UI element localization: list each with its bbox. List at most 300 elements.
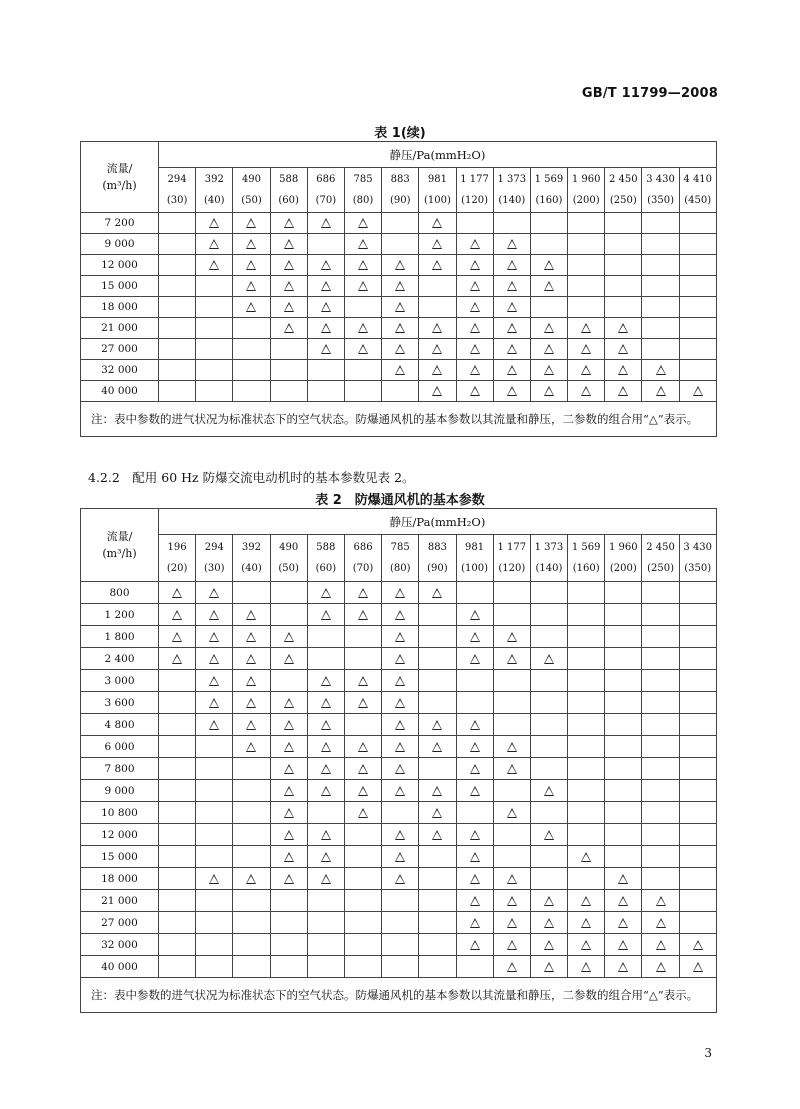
table-cell xyxy=(530,234,567,255)
triangle-mark xyxy=(209,239,219,249)
triangle-mark xyxy=(507,239,517,249)
triangle-mark xyxy=(358,323,368,333)
triangle-mark xyxy=(321,764,331,774)
table-cell xyxy=(270,648,307,670)
table-cell xyxy=(419,758,456,780)
triangle-mark xyxy=(470,896,480,906)
triangle-mark xyxy=(395,588,405,598)
table-cell xyxy=(382,890,419,912)
table2 xyxy=(80,508,717,1013)
pressure-mmh2o: (50) xyxy=(278,563,299,574)
triangle-mark xyxy=(284,742,294,752)
table-cell xyxy=(270,213,307,234)
table-row xyxy=(81,339,717,360)
flow-header-line: 流量/ xyxy=(106,162,133,175)
triangle-mark xyxy=(321,344,331,354)
table-cell xyxy=(159,234,196,255)
static-pressure-header: 静压/Pa(mmH₂O) xyxy=(159,142,717,168)
triangle-mark xyxy=(432,239,442,249)
pressure-pa: 392 xyxy=(204,174,224,185)
triangle-mark xyxy=(284,786,294,796)
triangle-mark xyxy=(432,742,442,752)
triangle-mark xyxy=(395,654,405,664)
note-row xyxy=(81,978,717,1013)
pressure-column-header xyxy=(493,168,530,213)
table-cell xyxy=(159,692,196,714)
table-cell xyxy=(568,255,605,276)
table-cell xyxy=(344,626,381,648)
table-cell xyxy=(493,381,530,402)
triangle-mark xyxy=(470,610,480,620)
table-cell xyxy=(159,648,196,670)
table-cell xyxy=(307,934,344,956)
table-cell xyxy=(679,255,716,276)
table-cell xyxy=(196,890,233,912)
triangle-mark xyxy=(656,896,666,906)
table-cell xyxy=(382,736,419,758)
table-cell xyxy=(159,758,196,780)
table-cell xyxy=(605,626,642,648)
triangle-mark xyxy=(284,218,294,228)
table-cell xyxy=(530,912,567,934)
table-cell xyxy=(605,802,642,824)
table-cell xyxy=(159,714,196,736)
table-cell xyxy=(493,780,530,802)
table-cell xyxy=(196,692,233,714)
triangle-mark xyxy=(321,323,331,333)
table-cell xyxy=(382,604,419,626)
table-cell xyxy=(605,255,642,276)
triangle-mark xyxy=(544,323,554,333)
pressure-column-header xyxy=(307,168,344,213)
triangle-mark xyxy=(284,239,294,249)
table-cell xyxy=(642,824,679,846)
triangle-mark xyxy=(246,302,256,312)
table-cell xyxy=(419,276,456,297)
table-cell xyxy=(159,670,196,692)
triangle-mark xyxy=(470,918,480,928)
table-cell xyxy=(382,626,419,648)
table-cell xyxy=(530,846,567,868)
pressure-mmh2o: (140) xyxy=(498,195,526,206)
triangle-mark xyxy=(544,896,554,906)
table-cell xyxy=(159,318,196,339)
pressure-mmh2o: (250) xyxy=(647,563,674,574)
table-cell xyxy=(344,213,381,234)
triangle-mark xyxy=(507,742,517,752)
pressure-pa: 1 960 xyxy=(571,174,601,185)
table-cell xyxy=(419,736,456,758)
table-cell xyxy=(642,670,679,692)
table-cell xyxy=(419,648,456,670)
table-cell xyxy=(605,824,642,846)
table-cell xyxy=(233,670,270,692)
table-cell xyxy=(419,868,456,890)
pressure-pa: 1 569 xyxy=(571,542,601,553)
table-cell xyxy=(493,276,530,297)
table-cell xyxy=(456,604,493,626)
table-cell xyxy=(456,339,493,360)
pressure-pa: 785 xyxy=(390,542,410,553)
table-cell xyxy=(419,714,456,736)
triangle-mark xyxy=(172,588,182,598)
flow-value: 3 600 xyxy=(81,692,159,714)
table-cell xyxy=(344,780,381,802)
pressure-column-header xyxy=(642,535,679,582)
triangle-mark xyxy=(618,918,628,928)
triangle-mark xyxy=(544,260,554,270)
triangle-mark xyxy=(581,344,591,354)
flow-value: 12 000 xyxy=(81,255,159,276)
triangle-mark xyxy=(544,654,554,664)
table-cell xyxy=(382,802,419,824)
table-cell xyxy=(344,714,381,736)
table-cell xyxy=(530,824,567,846)
table-cell xyxy=(679,824,716,846)
table-cell xyxy=(307,670,344,692)
pressure-column-header xyxy=(568,168,605,213)
table-cell xyxy=(419,339,456,360)
table-cell xyxy=(307,360,344,381)
triangle-mark xyxy=(432,830,442,840)
pressure-column-header xyxy=(159,168,196,213)
table-cell xyxy=(605,714,642,736)
triangle-mark xyxy=(358,764,368,774)
triangle-mark xyxy=(507,386,517,396)
triangle-mark xyxy=(544,918,554,928)
table-cell xyxy=(605,736,642,758)
table-cell xyxy=(307,213,344,234)
triangle-mark xyxy=(209,588,219,598)
table-cell xyxy=(605,692,642,714)
table-cell xyxy=(419,360,456,381)
table-cell xyxy=(159,802,196,824)
triangle-mark xyxy=(656,365,666,375)
flow-value: 15 000 xyxy=(81,846,159,868)
triangle-mark xyxy=(581,323,591,333)
pressure-pa: 785 xyxy=(353,174,373,185)
pressure-column-header xyxy=(270,535,307,582)
pressure-mmh2o: (60) xyxy=(315,563,337,574)
header-row xyxy=(81,142,717,168)
table-cell xyxy=(307,626,344,648)
table-cell xyxy=(159,824,196,846)
triangle-mark xyxy=(544,830,554,840)
table-cell xyxy=(493,846,530,868)
table-cell xyxy=(307,582,344,604)
triangle-mark xyxy=(507,654,517,664)
triangle-mark xyxy=(544,786,554,796)
table-cell xyxy=(568,780,605,802)
table-cell xyxy=(270,582,307,604)
table-cell xyxy=(493,255,530,276)
pressure-pa: 3 430 xyxy=(683,542,713,553)
table-cell xyxy=(605,276,642,297)
table-cell xyxy=(605,339,642,360)
triangle-mark xyxy=(321,830,331,840)
table-cell xyxy=(605,670,642,692)
table-cell xyxy=(530,736,567,758)
table-cell xyxy=(382,934,419,956)
flow-value: 32 000 xyxy=(81,360,159,381)
triangle-mark xyxy=(656,940,666,950)
pressure-column-header xyxy=(530,535,567,582)
triangle-mark xyxy=(581,962,591,972)
pressure-pa: 1 960 xyxy=(609,542,638,553)
triangle-mark xyxy=(246,260,256,270)
table-cell xyxy=(642,868,679,890)
triangle-mark xyxy=(470,830,480,840)
table-cell xyxy=(568,213,605,234)
triangle-mark xyxy=(470,302,480,312)
triangle-mark xyxy=(395,281,405,291)
table-row xyxy=(81,648,717,670)
triangle-mark xyxy=(284,654,294,664)
triangle-mark xyxy=(358,260,368,270)
flow-value: 2 400 xyxy=(81,648,159,670)
table-cell xyxy=(456,318,493,339)
pressure-column-header xyxy=(233,168,270,213)
triangle-mark xyxy=(507,896,517,906)
triangle-mark xyxy=(432,786,442,796)
pressure-values-row xyxy=(81,168,717,213)
triangle-mark xyxy=(395,632,405,642)
pressure-mmh2o: (80) xyxy=(389,563,411,574)
table-cell xyxy=(456,255,493,276)
table-cell xyxy=(159,339,196,360)
table-cell xyxy=(344,758,381,780)
triangle-mark xyxy=(284,720,294,730)
table-cell xyxy=(233,276,270,297)
table-cell xyxy=(456,234,493,255)
triangle-mark xyxy=(209,720,219,730)
table-row xyxy=(81,626,717,648)
flow-header-line: 流量/ xyxy=(106,530,133,543)
triangle-mark xyxy=(246,632,256,642)
table-cell xyxy=(196,956,233,978)
table-cell xyxy=(456,934,493,956)
triangle-mark xyxy=(284,830,294,840)
triangle-mark xyxy=(395,764,405,774)
table2-caption: 表 2 防爆通风机的基本参数 xyxy=(315,493,485,508)
pressure-pa: 1 177 xyxy=(460,174,489,185)
table-cell xyxy=(382,956,419,978)
table-cell xyxy=(456,626,493,648)
triangle-mark xyxy=(656,386,666,396)
table-cell xyxy=(530,758,567,780)
triangle-mark xyxy=(544,940,554,950)
triangle-mark xyxy=(358,218,368,228)
table-cell xyxy=(307,381,344,402)
table-cell xyxy=(419,604,456,626)
triangle-mark xyxy=(618,365,628,375)
table-cell xyxy=(530,692,567,714)
table-cell xyxy=(679,582,716,604)
table-row xyxy=(81,890,717,912)
table-cell xyxy=(530,276,567,297)
table-cell xyxy=(344,956,381,978)
table-cell xyxy=(233,626,270,648)
triangle-mark xyxy=(395,742,405,752)
triangle-mark xyxy=(321,874,331,884)
triangle-mark xyxy=(618,962,628,972)
table1 xyxy=(80,141,717,437)
table-cell xyxy=(568,802,605,824)
table-cell xyxy=(233,360,270,381)
triangle-mark xyxy=(618,896,628,906)
table-cell xyxy=(419,780,456,802)
table-cell xyxy=(679,956,716,978)
table-cell xyxy=(196,276,233,297)
table-cell xyxy=(344,381,381,402)
table-cell xyxy=(196,912,233,934)
flow-value: 10 800 xyxy=(81,802,159,824)
triangle-mark xyxy=(432,365,442,375)
table-cell xyxy=(679,381,716,402)
pressure-mmh2o: (30) xyxy=(204,563,225,574)
triangle-mark xyxy=(507,764,517,774)
triangle-mark xyxy=(656,918,666,928)
flow-value: 18 000 xyxy=(81,297,159,318)
table-cell xyxy=(568,626,605,648)
table-row xyxy=(81,213,717,234)
table-cell xyxy=(233,758,270,780)
triangle-mark xyxy=(618,323,628,333)
table-cell xyxy=(307,912,344,934)
flow-value: 12 000 xyxy=(81,824,159,846)
pressure-values-row xyxy=(81,535,717,582)
table-cell xyxy=(642,648,679,670)
table-cell xyxy=(642,912,679,934)
table-cell xyxy=(493,890,530,912)
table-cell xyxy=(307,736,344,758)
pressure-pa: 1 569 xyxy=(534,174,564,185)
table-cell xyxy=(307,956,344,978)
table-cell xyxy=(307,255,344,276)
table-cell xyxy=(270,890,307,912)
table-cell xyxy=(605,582,642,604)
table-cell xyxy=(642,213,679,234)
pressure-column-header xyxy=(493,535,530,582)
pressure-mmh2o: (40) xyxy=(204,195,225,206)
table-cell xyxy=(642,846,679,868)
table-row xyxy=(81,824,717,846)
triangle-mark xyxy=(618,940,628,950)
flow-header xyxy=(81,509,159,582)
triangle-mark xyxy=(544,962,554,972)
pressure-pa: 294 xyxy=(167,174,187,185)
pressure-pa: 2 450 xyxy=(609,174,638,185)
pressure-mmh2o: (200) xyxy=(572,195,600,206)
table-cell xyxy=(382,582,419,604)
table-cell xyxy=(679,276,716,297)
table-cell xyxy=(159,360,196,381)
triangle-mark xyxy=(395,323,405,333)
table-cell xyxy=(419,692,456,714)
table-cell xyxy=(679,648,716,670)
pressure-column-header xyxy=(419,168,456,213)
table-cell xyxy=(382,912,419,934)
table-cell xyxy=(605,868,642,890)
triangle-mark xyxy=(358,239,368,249)
triangle-mark xyxy=(321,676,331,686)
triangle-mark xyxy=(507,260,517,270)
table-cell xyxy=(233,255,270,276)
table-cell xyxy=(233,604,270,626)
pressure-pa: 2 450 xyxy=(646,542,675,553)
table-cell xyxy=(493,868,530,890)
triangle-mark xyxy=(507,808,517,818)
table-cell xyxy=(159,213,196,234)
table-cell xyxy=(344,604,381,626)
table-cell xyxy=(568,339,605,360)
triangle-mark xyxy=(581,896,591,906)
table-cell xyxy=(419,890,456,912)
table-cell xyxy=(530,297,567,318)
pressure-column-header xyxy=(642,168,679,213)
triangle-mark xyxy=(581,852,591,862)
flow-value: 1 200 xyxy=(81,604,159,626)
table-cell xyxy=(493,339,530,360)
triangle-mark xyxy=(544,281,554,291)
table-cell xyxy=(233,213,270,234)
table-row xyxy=(81,255,717,276)
table-cell xyxy=(456,714,493,736)
triangle-mark xyxy=(209,610,219,620)
triangle-mark xyxy=(693,962,703,972)
pressure-column-header xyxy=(270,168,307,213)
table-cell xyxy=(270,758,307,780)
table-cell xyxy=(493,318,530,339)
table-cell xyxy=(530,956,567,978)
table-cell xyxy=(159,780,196,802)
table-cell xyxy=(233,934,270,956)
triangle-mark xyxy=(395,260,405,270)
table-cell xyxy=(270,276,307,297)
table-cell xyxy=(233,912,270,934)
triangle-mark xyxy=(395,830,405,840)
triangle-mark xyxy=(470,632,480,642)
table-cell xyxy=(419,626,456,648)
table-cell xyxy=(419,582,456,604)
pressure-mmh2o: (250) xyxy=(609,195,637,206)
table-cell xyxy=(270,339,307,360)
table-cell xyxy=(679,360,716,381)
triangle-mark xyxy=(693,940,703,950)
table-cell xyxy=(679,736,716,758)
pressure-mmh2o: (70) xyxy=(315,195,337,206)
table-cell xyxy=(196,648,233,670)
table-cell xyxy=(344,318,381,339)
table-cell xyxy=(679,213,716,234)
triangle-mark xyxy=(321,786,331,796)
flow-value: 1 800 xyxy=(81,626,159,648)
table-cell xyxy=(530,890,567,912)
pressure-mmh2o: (200) xyxy=(609,563,637,574)
triangle-mark xyxy=(209,676,219,686)
triangle-mark xyxy=(544,386,554,396)
table-cell xyxy=(605,846,642,868)
table-cell xyxy=(605,912,642,934)
table-cell xyxy=(196,255,233,276)
pressure-pa: 3 430 xyxy=(646,174,675,185)
table-cell xyxy=(679,670,716,692)
flow-value: 32 000 xyxy=(81,934,159,956)
triangle-mark xyxy=(284,260,294,270)
table-cell xyxy=(456,824,493,846)
triangle-mark xyxy=(321,588,331,598)
table-cell xyxy=(382,714,419,736)
